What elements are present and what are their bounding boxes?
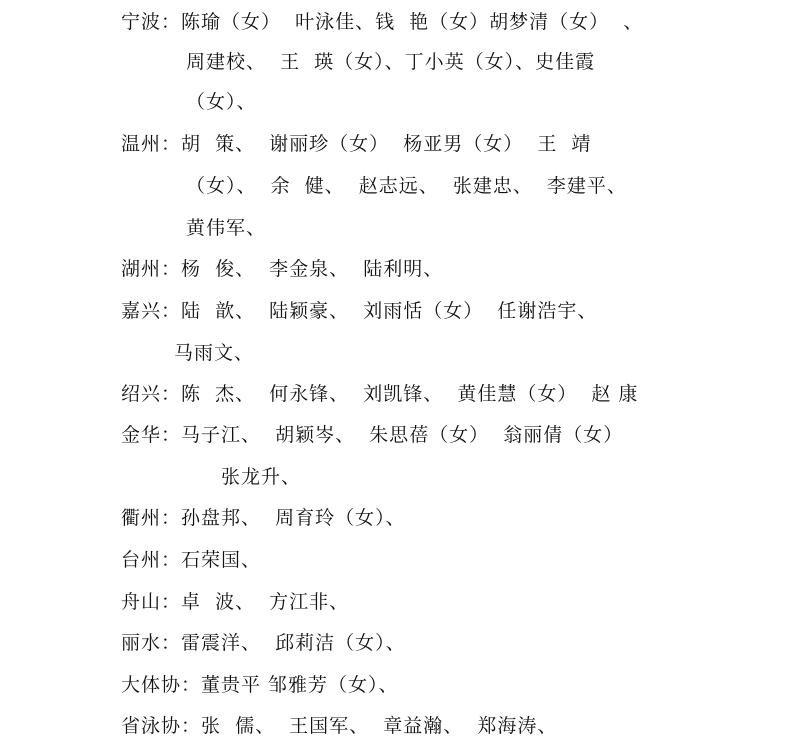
text-line-jinhua-2: 张龙升、 <box>221 466 302 488</box>
text-line-shaoxing: 绍兴：陈 杰、 何永锋、 刘凯锋、 黄佳慧（女） 赵 康 <box>121 383 639 405</box>
text-line-jinhua-1: 金华：马子江、 胡颖岑、 朱思蓓（女） 翁丽倩（女） <box>121 424 624 446</box>
text-line-ningbo-2: 周建校、 王 瑛（女）、丁小英（女）、史佳霞 <box>186 51 596 73</box>
text-line-taizhou: 台州：石荣国、 <box>121 549 262 571</box>
text-line-jiaxing-1: 嘉兴：陆 歆、 陆颖豪、 刘雨恬（女） 任谢浩宇、 <box>121 300 598 322</box>
text-line-swimming-assoc: 省泳协：张 儒、 王国军、 章益瀚、 郑海涛、 <box>121 715 558 737</box>
text-line-huzhou: 湖州：杨 俊、 李金泉、 陆利明、 <box>121 258 444 280</box>
text-line-wenzhou-3: 黄伟军、 <box>186 217 267 239</box>
text-line-zhoushan: 舟山：卓 波、 方江非、 <box>121 591 350 613</box>
text-line-ningbo-3: （女）、 <box>186 91 257 113</box>
text-line-wenzhou-2: （女）、 余 健、 赵志远、 张建忠、 李建平、 <box>186 175 627 197</box>
text-line-jiaxing-2: 马雨文、 <box>174 342 255 364</box>
text-line-university-sports: 大体协：董贵平 邹雅芳（女）、 <box>121 674 399 696</box>
text-line-wenzhou-1: 温州：胡 策、 谢丽珍（女） 杨亚男（女） 王 靖 <box>121 133 592 155</box>
text-line-lishui: 丽水：雷震洋、 邱莉洁（女）、 <box>121 632 406 654</box>
text-line-ningbo-1: 宁波：陈瑜（女） 叶泳佳、钱 艳（女）胡梦清（女） 、 <box>121 11 644 33</box>
text-line-quzhou: 衢州：孙盘邦、 周育玲（女）、 <box>121 507 406 529</box>
